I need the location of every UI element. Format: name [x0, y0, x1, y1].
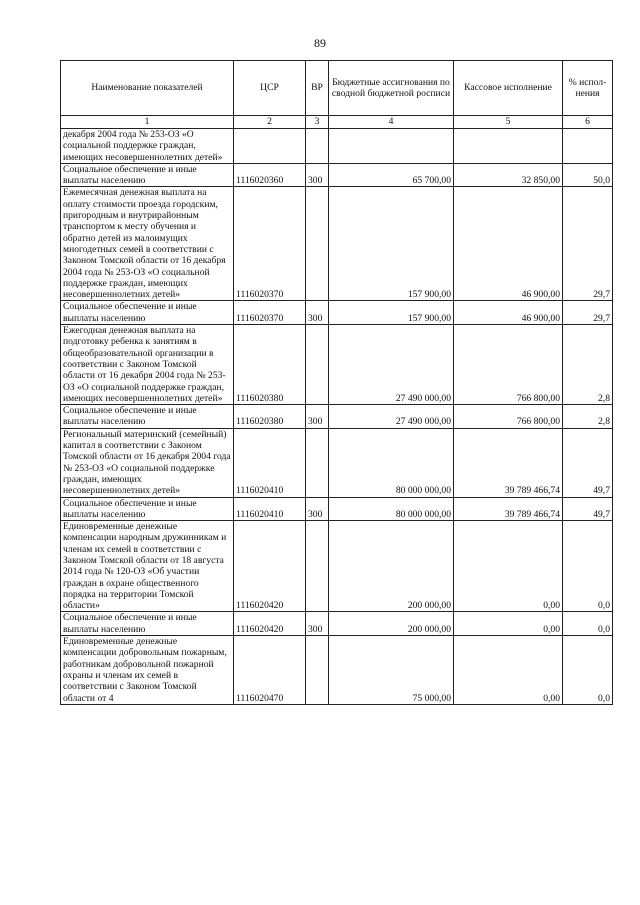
indicator-name-cell: декабря 2004 года № 253-ОЗ «О социальной поддержке граждан, имеющих несовершеннолетних детей»	[61, 129, 234, 164]
execution-percent-cell: 2,8	[563, 405, 613, 429]
budget-allocation-cell: 157 900,00	[329, 187, 454, 301]
table-row	[61, 428, 613, 497]
vr-cell: 300	[306, 405, 329, 429]
csr-cell: 1116020420	[234, 521, 306, 612]
vr-cell	[306, 428, 329, 497]
execution-percent-cell: 2,8	[563, 325, 613, 405]
budget-allocation-cell: 80 000 000,00	[329, 497, 454, 521]
column-number: 3	[306, 116, 329, 129]
header-cash-execution: Кассовое исполнение	[454, 61, 563, 116]
execution-percent-cell	[563, 129, 613, 164]
vr-cell	[306, 521, 329, 612]
table-row	[61, 187, 613, 301]
indicator-name-cell: Социальное обеспечение и иные выплаты населению	[61, 497, 234, 521]
cash-execution-cell: 0,00	[454, 521, 563, 612]
budget-allocation-cell: 27 490 000,00	[329, 325, 454, 405]
indicator-name-cell: Ежемесячная денежная выплата на оплату стоимости проезда городским, пригородным и внутрирайонным транспортом к месту обучения и обратно детей из малоимущих многодетных семей в соответствии с Законом Томской области от 16 декабря 2004 года № 253-ОЗ «О социальной поддержке граждан, имеющих несовершеннолетних детей»	[61, 187, 234, 301]
csr-cell: 1116020370	[234, 187, 306, 301]
header-execution-percent: % испол-нения	[563, 61, 613, 116]
execution-percent-cell: 0,0	[563, 636, 613, 705]
vr-cell: 300	[306, 301, 329, 325]
vr-cell: 300	[306, 163, 329, 187]
column-number: 6	[563, 116, 613, 129]
table-row	[61, 497, 613, 521]
csr-cell: 1116020410	[234, 497, 306, 521]
cash-execution-cell: 0,00	[454, 636, 563, 705]
table-row	[61, 612, 613, 636]
budget-allocation-cell: 157 900,00	[329, 301, 454, 325]
budget-allocation-cell: 27 490 000,00	[329, 405, 454, 429]
cash-execution-cell	[454, 129, 563, 164]
indicator-name-cell: Социальное обеспечение и иные выплаты населению	[61, 163, 234, 187]
cash-execution-cell: 39 789 466,74	[454, 428, 563, 497]
execution-percent-cell: 29,7	[563, 301, 613, 325]
table-row	[61, 405, 613, 429]
execution-percent-cell: 49,7	[563, 497, 613, 521]
budget-allocation-cell: 200 000,00	[329, 612, 454, 636]
indicator-name-cell: Социальное обеспечение и иные выплаты населению	[61, 301, 234, 325]
cash-execution-cell: 766 800,00	[454, 405, 563, 429]
budget-allocation-cell: 75 000,00	[329, 636, 454, 705]
table-row	[61, 636, 613, 705]
column-numbers-row	[61, 116, 613, 129]
execution-percent-cell: 49,7	[563, 428, 613, 497]
csr-cell: 1116020360	[234, 163, 306, 187]
csr-cell: 1116020420	[234, 612, 306, 636]
cash-execution-cell: 39 789 466,74	[454, 497, 563, 521]
header-budget-allocations: Бюджетные ассигнования по сводной бюджетной росписи	[329, 61, 454, 116]
vr-cell: 300	[306, 612, 329, 636]
csr-cell: 1116020380	[234, 405, 306, 429]
table-row	[61, 129, 613, 164]
vr-cell	[306, 129, 329, 164]
csr-cell: 1116020370	[234, 301, 306, 325]
table-row	[61, 521, 613, 612]
budget-allocation-cell: 200 000,00	[329, 521, 454, 612]
execution-percent-cell: 29,7	[563, 187, 613, 301]
execution-percent-cell: 0,0	[563, 612, 613, 636]
indicator-name-cell: Ежегодная денежная выплата на подготовку ребенка к занятиям в общеобразовательной организации в соответствии с Законом Томской области от 16 декабря 2004 года № 253-ОЗ «О социальной поддержке граждан, имеющих несовершеннолетних детей»	[61, 325, 234, 405]
execution-percent-cell: 50,0	[563, 163, 613, 187]
cash-execution-cell: 32 850,00	[454, 163, 563, 187]
table-row	[61, 325, 613, 405]
indicator-name-cell: Социальное обеспечение и иные выплаты населению	[61, 405, 234, 429]
cash-execution-cell: 0,00	[454, 612, 563, 636]
table-row	[61, 163, 613, 187]
budget-execution-table	[60, 60, 613, 705]
cash-execution-cell: 766 800,00	[454, 325, 563, 405]
column-number: 4	[329, 116, 454, 129]
indicator-name-cell: Социальное обеспечение и иные выплаты населению	[61, 612, 234, 636]
column-number: 2	[234, 116, 306, 129]
vr-cell	[306, 325, 329, 405]
table-row	[61, 301, 613, 325]
indicator-name-cell: Единовременные денежные компенсации народным дружинникам и членам их семей в соответствии с Законом Томской области от 18 августа 2014 года № 120-ОЗ «Об участии граждан в охране общественного порядка на территории Томской области»	[61, 521, 234, 612]
table-header-row	[61, 61, 613, 116]
cash-execution-cell: 46 900,00	[454, 187, 563, 301]
header-indicator-name: Наименование показателей	[61, 61, 234, 116]
header-csr: ЦСР	[234, 61, 306, 116]
vr-cell: 300	[306, 497, 329, 521]
budget-allocation-cell: 65 700,00	[329, 163, 454, 187]
execution-percent-cell: 0,0	[563, 521, 613, 612]
indicator-name-cell: Единовременные денежные компенсации добровольным пожарным, работникам добровольной пожарной охраны и членам их семей в соответствии с Законом Томской области от 4	[61, 636, 234, 705]
indicator-name-cell: Региональный материнский (семейный) капитал в соответствии с Законом Томской области от 16 декабря 2004 года № 253-ОЗ «О социальной поддержке граждан, имеющих несовершеннолетних детей»	[61, 428, 234, 497]
csr-cell: 1116020380	[234, 325, 306, 405]
page-number: 89	[314, 36, 326, 50]
column-number: 1	[61, 116, 234, 129]
budget-allocation-cell: 80 000 000,00	[329, 428, 454, 497]
vr-cell	[306, 636, 329, 705]
csr-cell: 1116020410	[234, 428, 306, 497]
header-vr: ВР	[306, 61, 329, 116]
vr-cell	[306, 187, 329, 301]
budget-allocation-cell	[329, 129, 454, 164]
csr-cell: 1116020470	[234, 636, 306, 705]
column-number: 5	[454, 116, 563, 129]
cash-execution-cell: 46 900,00	[454, 301, 563, 325]
csr-cell	[234, 129, 306, 164]
